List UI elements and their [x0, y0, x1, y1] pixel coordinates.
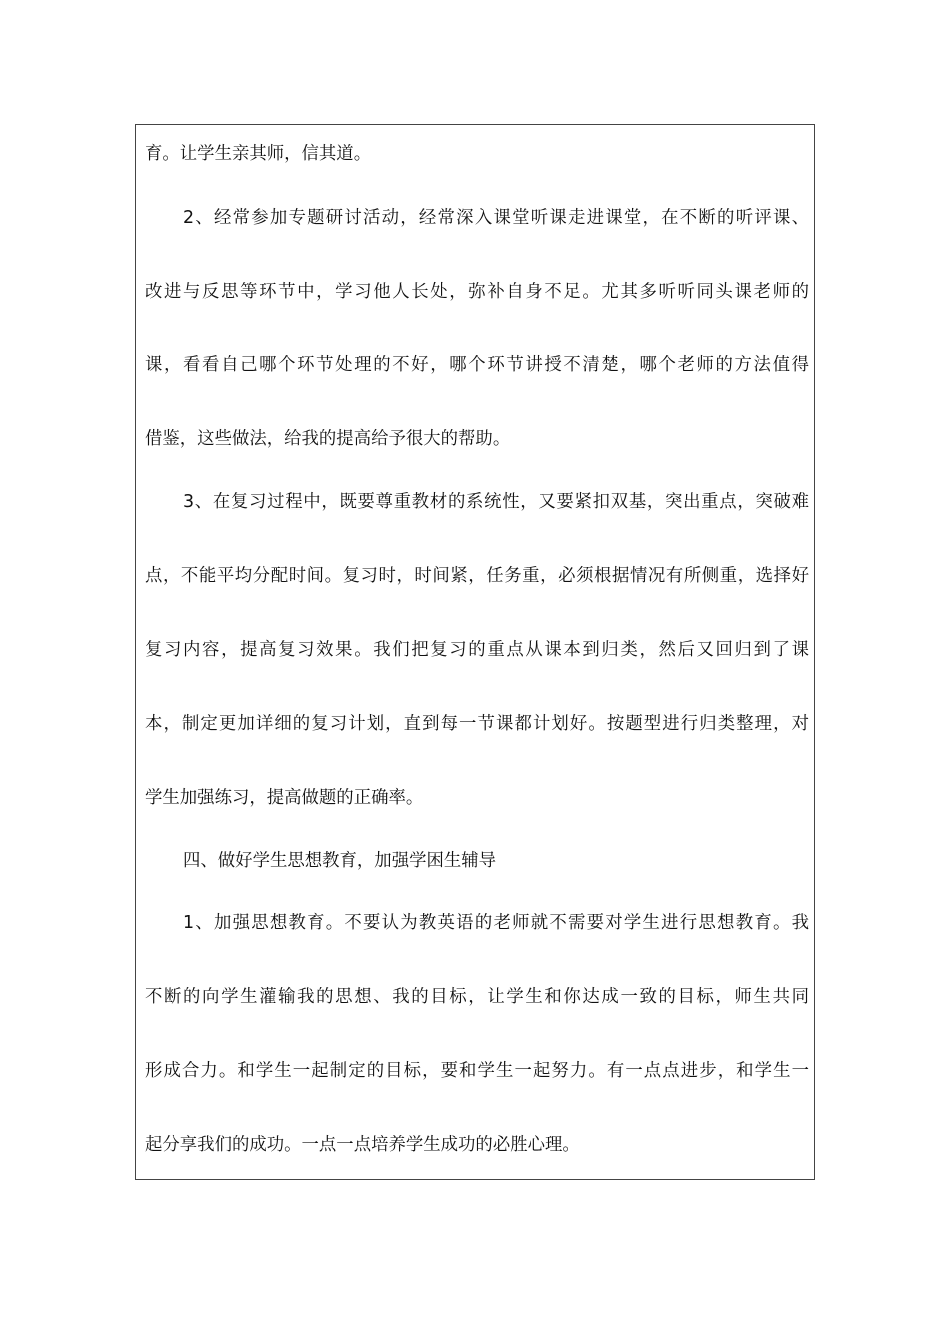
- text-line-3: 改进与反思等环节中，学习他人长处，弥补自身不足。尤其多听听同头课老师的: [145, 282, 809, 302]
- text-line-14: 形成合力。和学生一起制定的目标，要和学生一起努力。有一点点进步，和学生一: [145, 1061, 809, 1081]
- text-line-12: 1、加强思想教育。不要认为教英语的老师就不需要对学生进行思想教育。我: [183, 913, 809, 933]
- text-line-4: 课，看看自己哪个环节处理的不好，哪个环节讲授不清楚，哪个老师的方法值得: [145, 355, 809, 375]
- text-line-8: 复习内容，提高复习效果。我们把复习的重点从课本到归类，然后又回归到了课: [145, 640, 809, 660]
- text-line-15: 起分享我们的成功。一点一点培养学生成功的必胜心理。: [145, 1135, 580, 1155]
- text-line-2: 2、经常参加专题研讨活动，经常深入课堂听课走进课堂，在不断的听评课、: [183, 208, 809, 228]
- text-line-9: 本，制定更加详细的复习计划，直到每一节课都计划好。按题型进行归类整理，对: [145, 714, 809, 734]
- text-line-1: 育。让学生亲其师，信其道。: [145, 144, 372, 164]
- section-heading: 四、做好学生思想教育，加强学困生辅导: [183, 851, 497, 871]
- text-line-5: 借鉴，这些做法，给我的提高给予很大的帮助。: [145, 429, 511, 449]
- text-line-6: 3、在复习过程中，既要尊重教材的系统性，又要紧扣双基，突出重点，突破难: [183, 492, 809, 512]
- text-line-13: 不断的向学生灌输我的思想、我的目标，让学生和你达成一致的目标，师生共同: [145, 987, 809, 1007]
- document-frame: [135, 124, 815, 1180]
- text-line-7: 点，不能平均分配时间。复习时，时间紧，任务重，必须根据情况有所侧重，选择好: [145, 566, 809, 586]
- text-line-10: 学生加强练习，提高做题的正确率。: [145, 788, 424, 808]
